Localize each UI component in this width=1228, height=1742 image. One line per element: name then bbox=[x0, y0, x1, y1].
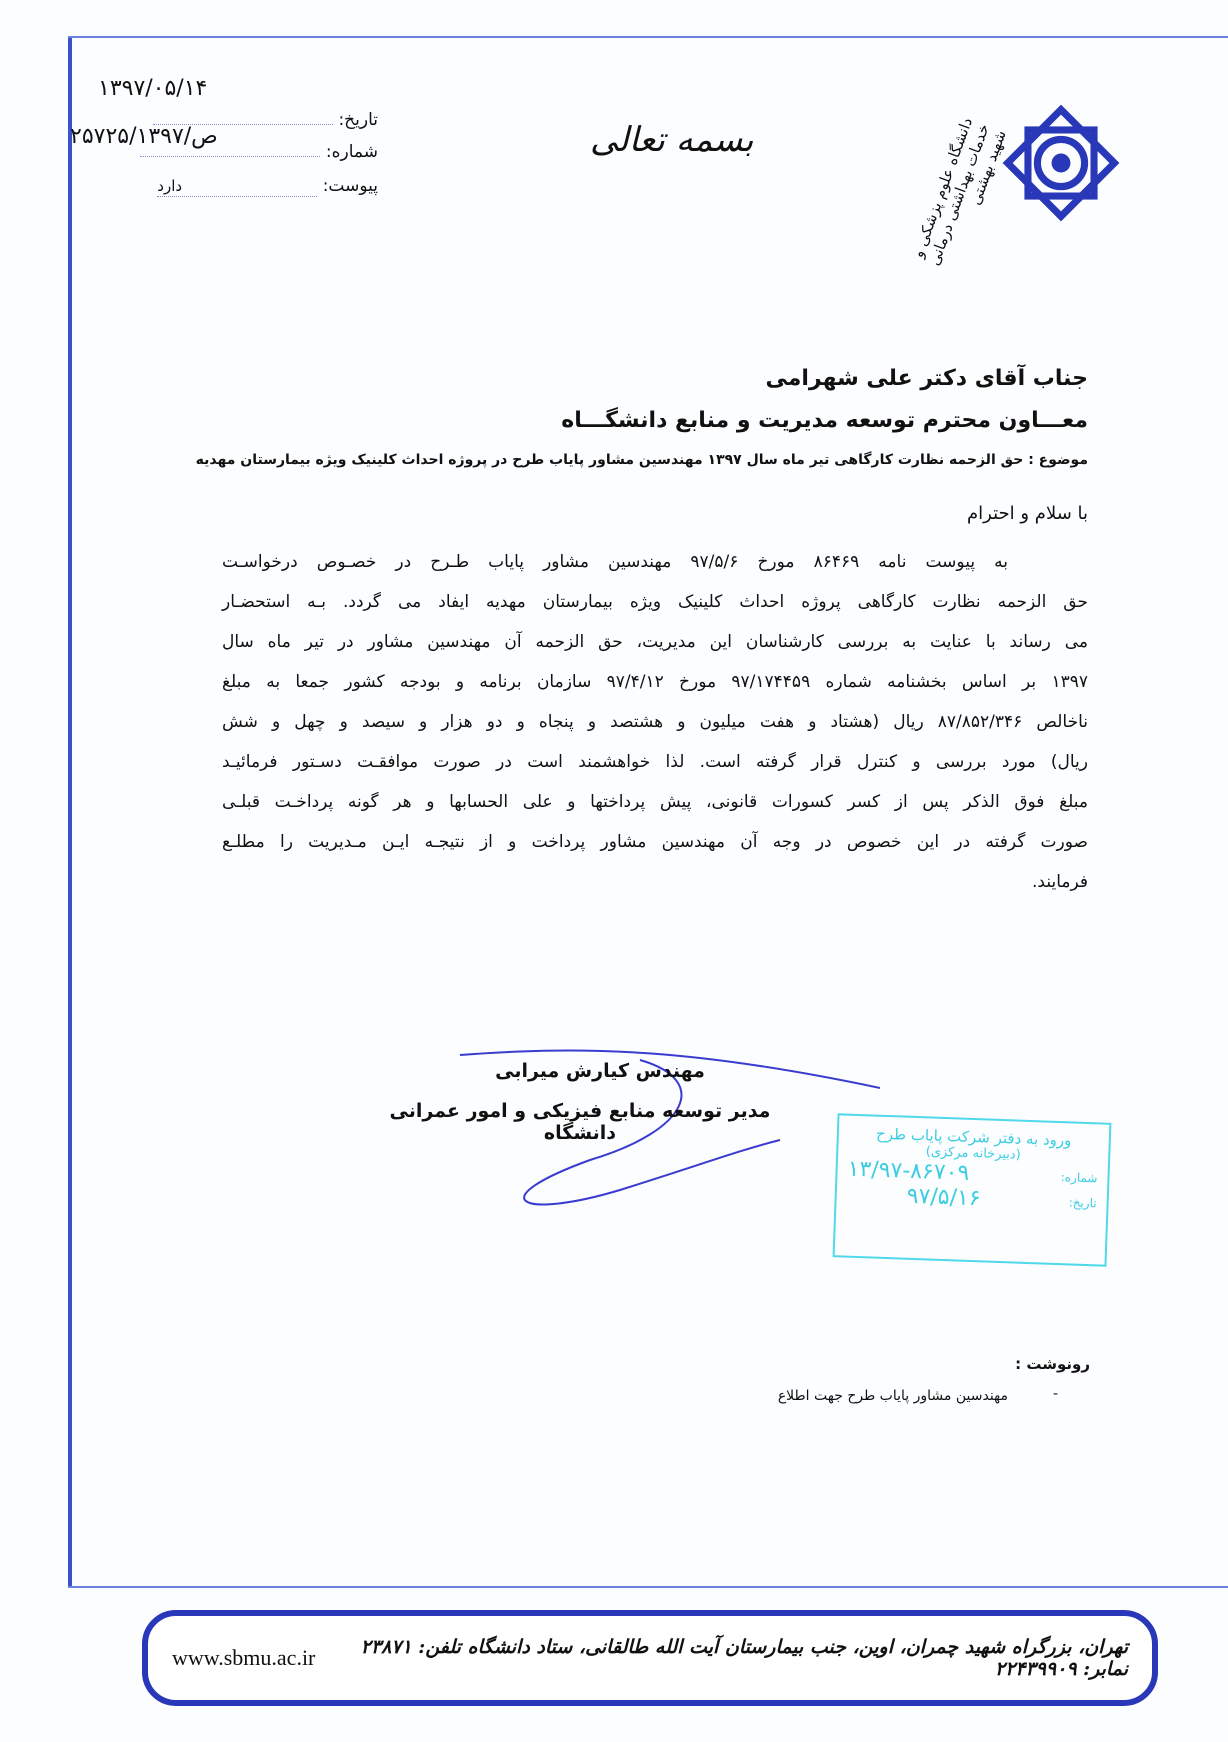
page-border-top bbox=[68, 36, 1228, 38]
university-logo-text: دانشگاه علوم پزشکی و خدمات بهداشتی درمانی شهید بهشتی bbox=[908, 115, 1010, 269]
cc-label: رونوشت : bbox=[1015, 1355, 1090, 1373]
signatory-name: مهندس کیارش میرابی bbox=[495, 1060, 705, 1082]
website-link[interactable]: www.sbmu.ac.ir bbox=[172, 1645, 316, 1670]
addressee-title: معـــاون محترم توسعه مدیریت و منابع دانشگـــاه bbox=[561, 408, 1088, 433]
university-logo-icon bbox=[1002, 104, 1120, 222]
letter-body bbox=[222, 542, 1088, 902]
stamp-line2: (دبیرخانه مرکزی) bbox=[925, 1144, 1022, 1163]
stamp-number-label: شماره: bbox=[1060, 1169, 1098, 1185]
received-stamp bbox=[833, 1113, 1112, 1266]
stamp-date-label: تاریخ: bbox=[1068, 1194, 1097, 1210]
stamp-number-value: ۱۳/۹۷-۸۶۷۰۹ bbox=[847, 1156, 970, 1186]
attachment-value: دارد bbox=[157, 177, 183, 195]
bismillah-calligraphy: بسمه تعالی bbox=[590, 120, 754, 160]
body-line: ریال) مورد بررسی و کنترل قرار گرفته است. لذا خواهشمند است در صورت موافقـت دسـتور فرمائیـد bbox=[222, 752, 1088, 772]
greeting: با سلام و احترام bbox=[967, 503, 1088, 524]
stamp-line1: ورود به دفتر شرکت پایاب طرح bbox=[875, 1124, 1072, 1150]
page-border-bottom bbox=[68, 1586, 1228, 1588]
page-border-left bbox=[68, 36, 72, 1588]
letter-number-value: ۲۵۷۲۵/ص/۱۳۹۷ bbox=[70, 124, 218, 149]
cc-dash: - bbox=[1052, 1386, 1058, 1402]
stamp-date-value: ۹۷/۵/۱۶ bbox=[906, 1183, 982, 1212]
body-line: به پیوست نامه ۸۶۴۶۹ مورخ ۹۷/۵/۶ مهندسین مشاور پایاب طـرح در خصـوص درخواسـت bbox=[222, 552, 1008, 572]
attachment-label: پیوست: bbox=[322, 176, 378, 196]
body-line: صورت گرفته در این خصوص در وجه آن مهندسین مشاور پرداخت و از نتیجـه ایـن مـدیریت را مطلـع bbox=[222, 832, 1088, 852]
attachment-dots bbox=[157, 176, 317, 197]
signatory-title: مدیر توسعه منابع فیزیکی و امور عمرانی دانشگاه bbox=[389, 1100, 771, 1144]
number-field bbox=[140, 142, 378, 162]
subject-line: موضوع : حق الزحمه نظارت کارگاهی تیر ماه سال ۱۳۹۷ مهندسین مشاور پایاب طرح در پروژه احداث کلینیک ویژه بیمارستان مهدیه bbox=[195, 452, 1088, 468]
date-label: تاریخ: bbox=[338, 110, 378, 130]
body-line: ۱۳۹۷ بر اساس بخشنامه شماره ۹۷/۱۷۴۴۵۹ مورخ ۹۷/۴/۱۲ سازمان برنامه و بودجه کشور جمعا به مبلغ bbox=[222, 672, 1088, 692]
addressee-name: جناب آقای دکتر علی شهرامی bbox=[765, 366, 1088, 391]
handwritten-date: ۱۳۹۷/۰۵/۱۴ bbox=[98, 76, 208, 101]
cc-item: مهندسین مشاور پایاب طرح جهت اطلاع bbox=[777, 1388, 1008, 1404]
body-line: مبلغ فوق الذکر پس از کسر کسورات قانونی، پیش پرداختها و علی الحسابها و هر گونه پرداخـت قبلـی bbox=[222, 792, 1088, 812]
body-line: می رساند با عنایت به بررسی کارشناسان این مدیریت، حق الزحمه آن مهندسین مشاور در تیر ماه سال bbox=[222, 632, 1088, 652]
attachment-field bbox=[157, 176, 378, 197]
body-line: حق الزحمه نظارت کارگاهی پروژه احداث کلینیک ویژه بیمارستان مهدیه ایفاد می گردد. بـه استحضـار bbox=[222, 592, 1088, 612]
body-line: ناخالص ۸۷/۸۵۲/۳۴۶ ریال (هشتاد و هفت میلیون و هشتصد و پنجاه و دو هزار و سیصد و چهل و شش bbox=[222, 712, 1088, 732]
footer-box bbox=[142, 1610, 1158, 1706]
footer-address: تهران، بزرگراه شهید چمران، اوین، جنب بیمارستان آیت الله طالقانی، ستاد دانشگاه تلفن: ۲۳۸۷۱ نمابر: ۲۲۴۳۹۹۰۹ bbox=[360, 1636, 1128, 1680]
number-label: شماره: bbox=[325, 142, 378, 162]
number-dots bbox=[140, 156, 320, 157]
body-line: فرمایند. bbox=[1032, 872, 1088, 892]
